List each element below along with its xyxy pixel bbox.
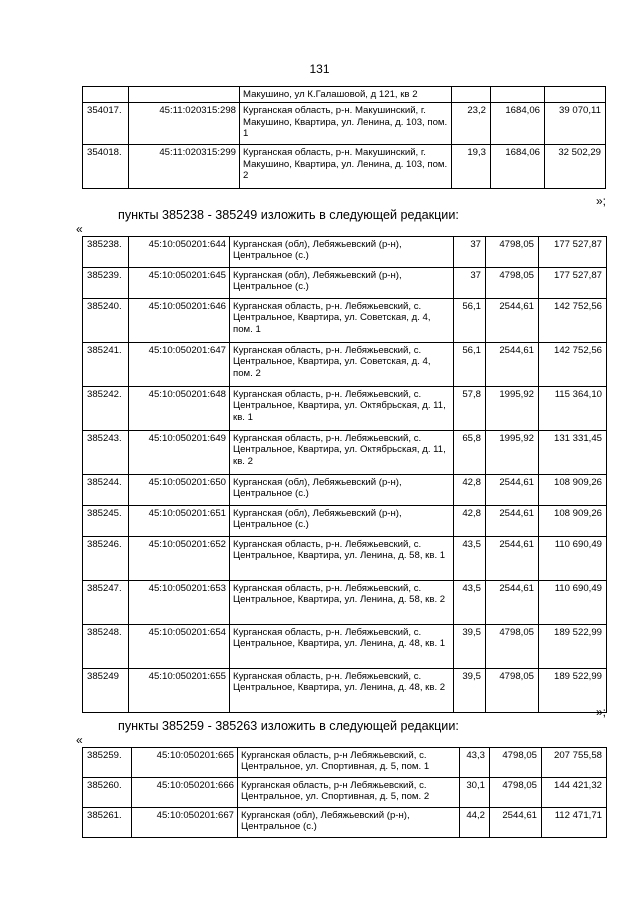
cadastral-number-cell: 45:11:020315:299 (129, 145, 240, 189)
value-cell: 142 752,56 (539, 299, 607, 343)
address-cell: Курганская область, р-н. Лебяжьевский, с. Центральное, Квартира, ул. Советская, д. 4, пом. 1 (230, 299, 454, 343)
cadastral-number-cell: 45:10:050201:654 (129, 625, 230, 669)
area-cell: 57,8 (454, 387, 486, 431)
address-cell: Макушино, ул К.Галашовой, д 121, кв 2 (240, 87, 452, 103)
price-cell: 1684,06 (491, 103, 545, 145)
cadastral-number-cell: 45:10:050201:650 (129, 475, 230, 506)
price-cell: 4798,05 (486, 237, 539, 268)
cadastral-number-cell: 45:10:050201:666 (132, 778, 238, 808)
cadastral-number-cell: 45:10:050201:645 (129, 268, 230, 299)
address-cell: Курганская область, р-н. Лебяжьевский, с. Центральное, Квартира, ул. Ленина, д. 48, кв. 2 (230, 669, 454, 713)
price-cell: 2544,61 (486, 537, 539, 581)
address-cell: Курганская область, р-н. Лебяжьевский, с. Центральное, Квартира, ул. Ленина, д. 48, кв. 1 (230, 625, 454, 669)
area-cell: 43,3 (460, 748, 490, 778)
cadastral-number-cell: 45:10:050201:644 (129, 237, 230, 268)
table-row (83, 625, 607, 669)
price-cell: 4798,05 (486, 625, 539, 669)
address-cell: Курганская область, р-н. Лебяжьевский, с. Центральное, Квартира, ул. Октябрьская, д. 11, кв. 2 (230, 431, 454, 475)
row-number-cell: 385246. (83, 537, 129, 581)
table-row (83, 431, 607, 475)
empty-cell (491, 87, 545, 103)
area-cell: 65,8 (454, 431, 486, 475)
price-cell: 1995,92 (486, 387, 539, 431)
cadastral-number-cell: 45:10:050201:652 (129, 537, 230, 581)
address-cell: Курганская область, р-н. Лебяжьевский, с. Центральное, Квартира, ул. Ленина, д. 58, кв. 2 (230, 581, 454, 625)
address-cell: Курганская (обл), Лебяжьевский (р-н), Центральное (с.) (230, 237, 454, 268)
address-cell: Курганская область, р-н. Макушинский, г. Макушино, Квартира, ул. Ленина, д. 103, пом. 2 (240, 145, 452, 189)
value-cell: 207 755,58 (542, 748, 607, 778)
row-number-cell: 385245. (83, 506, 129, 537)
address-cell: Курганская область, р-н. Лебяжьевский, с. Центральное, Квартира, ул. Ленина, д. 58, кв. 1 (230, 537, 454, 581)
price-cell: 2544,61 (486, 475, 539, 506)
row-number-cell: 385243. (83, 431, 129, 475)
row-number-cell: 385238. (83, 237, 129, 268)
table-385238-385249 (82, 236, 607, 713)
value-cell: 144 421,32 (542, 778, 607, 808)
table-row (83, 537, 607, 581)
price-cell: 4798,05 (490, 778, 542, 808)
opening-quote: « (76, 222, 83, 236)
value-cell: 177 527,87 (539, 268, 607, 299)
area-cell: 30,1 (460, 778, 490, 808)
area-cell: 42,8 (454, 475, 486, 506)
address-cell: Курганская (обл), Лебяжьевский (р-н), Центральное (с.) (230, 268, 454, 299)
row-number-cell: 385241. (83, 343, 129, 387)
area-cell: 39,5 (454, 625, 486, 669)
table-row (83, 506, 607, 537)
area-cell: 19,3 (452, 145, 491, 189)
value-cell: 39 070,11 (545, 103, 606, 145)
row-number-cell: 385259. (83, 748, 132, 778)
cadastral-number-cell: 45:10:050201:665 (132, 748, 238, 778)
table-row (83, 343, 607, 387)
table-row (83, 103, 606, 145)
area-cell: 37 (454, 237, 486, 268)
table-row (83, 299, 607, 343)
table-row (83, 748, 607, 778)
opening-quote: « (76, 733, 83, 747)
address-cell: Курганская область, р-н. Лебяжьевский, с. Центральное, Квартира, ул. Октябрьская, д. 11, кв. 1 (230, 387, 454, 431)
closing-quote: »; (596, 705, 607, 719)
area-cell: 39,5 (454, 669, 486, 713)
table-row (83, 87, 606, 103)
price-cell: 4798,05 (486, 268, 539, 299)
price-cell: 2544,61 (486, 581, 539, 625)
table-row (83, 387, 607, 431)
table-row (83, 268, 607, 299)
address-cell: Курганская (обл), Лебяжьевский (р-н), Центральное (с.) (238, 808, 460, 838)
value-cell: 115 364,10 (539, 387, 607, 431)
table-385238-385249-body (83, 237, 607, 713)
value-cell: 112 471,71 (542, 808, 607, 838)
price-cell: 4798,05 (490, 748, 542, 778)
price-cell: 1995,92 (486, 431, 539, 475)
area-cell: 37 (454, 268, 486, 299)
table-385259-385263-body (83, 748, 607, 838)
address-cell: Курганская (обл), Лебяжьевский (р-н), Центральное (с.) (230, 506, 454, 537)
empty-cell (452, 87, 491, 103)
table-row (83, 581, 607, 625)
area-cell: 56,1 (454, 299, 486, 343)
cadastral-number-cell: 45:10:050201:655 (129, 669, 230, 713)
area-cell: 43,5 (454, 581, 486, 625)
area-cell: 42,8 (454, 506, 486, 537)
price-cell: 2544,61 (486, 506, 539, 537)
cadastral-number-cell: 45:10:050201:651 (129, 506, 230, 537)
row-number-cell: 354017. (83, 103, 129, 145)
area-cell: 43,5 (454, 537, 486, 581)
price-cell: 2544,61 (486, 343, 539, 387)
value-cell: 108 909,26 (539, 506, 607, 537)
cadastral-number-cell: 45:10:050201:649 (129, 431, 230, 475)
cadastral-number-cell: 45:10:050201:647 (129, 343, 230, 387)
price-cell: 4798,05 (486, 669, 539, 713)
row-number-cell: 385240. (83, 299, 129, 343)
table-row (83, 669, 607, 713)
table-continued (82, 86, 606, 189)
row-number-cell: 385242. (83, 387, 129, 431)
cadastral-number-cell: 45:11:020315:298 (129, 103, 240, 145)
price-cell: 1684,06 (491, 145, 545, 189)
amendment-paragraph: пункты 385259 - 385263 изложить в следующей редакции: (118, 719, 459, 733)
empty-cell (129, 87, 240, 103)
row-number-cell: 385244. (83, 475, 129, 506)
cadastral-number-cell: 45:10:050201:648 (129, 387, 230, 431)
value-cell: 189 522,99 (539, 625, 607, 669)
area-cell: 56,1 (454, 343, 486, 387)
row-number-cell: 385239. (83, 268, 129, 299)
table-row (83, 145, 606, 189)
area-cell: 44,2 (460, 808, 490, 838)
value-cell: 189 522,99 (539, 669, 607, 713)
empty-cell (83, 87, 129, 103)
table-row (83, 778, 607, 808)
value-cell: 131 331,45 (539, 431, 607, 475)
price-cell: 2544,61 (490, 808, 542, 838)
empty-cell (545, 87, 606, 103)
table-continued-body (83, 87, 606, 189)
value-cell: 110 690,49 (539, 537, 607, 581)
value-cell: 142 752,56 (539, 343, 607, 387)
cadastral-number-cell: 45:10:050201:667 (132, 808, 238, 838)
value-cell: 177 527,87 (539, 237, 607, 268)
page-number: 131 (309, 62, 330, 76)
table-row (83, 475, 607, 506)
address-cell: Курганская область, р-н Лебяжьевский, с. Центральное, ул. Спортивная, д. 5, пом. 1 (238, 748, 460, 778)
area-cell: 23,2 (452, 103, 491, 145)
value-cell: 32 502,29 (545, 145, 606, 189)
row-number-cell: 385249 (83, 669, 129, 713)
value-cell: 108 909,26 (539, 475, 607, 506)
row-number-cell: 385248. (83, 625, 129, 669)
address-cell: Курганская (обл), Лебяжьевский (р-н), Центральное (с.) (230, 475, 454, 506)
price-cell: 2544,61 (486, 299, 539, 343)
row-number-cell: 385261. (83, 808, 132, 838)
address-cell: Курганская область, р-н. Лебяжьевский, с. Центральное, Квартира, ул. Советская, д. 4, пом. 2 (230, 343, 454, 387)
table-385259-385263 (82, 747, 607, 838)
cadastral-number-cell: 45:10:050201:646 (129, 299, 230, 343)
closing-quote: »; (596, 194, 607, 208)
amendment-paragraph: пункты 385238 - 385249 изложить в следующей редакции: (118, 208, 459, 222)
address-cell: Курганская область, р-н. Макушинский, г. Макушино, Квартира, ул. Ленина, д. 103, пом. 1 (240, 103, 452, 145)
row-number-cell: 354018. (83, 145, 129, 189)
address-cell: Курганская область, р-н Лебяжьевский, с. Центральное, ул. Спортивная, д. 5, пом. 2 (238, 778, 460, 808)
table-row (83, 237, 607, 268)
table-row (83, 808, 607, 838)
row-number-cell: 385247. (83, 581, 129, 625)
row-number-cell: 385260. (83, 778, 132, 808)
value-cell: 110 690,49 (539, 581, 607, 625)
cadastral-number-cell: 45:10:050201:653 (129, 581, 230, 625)
